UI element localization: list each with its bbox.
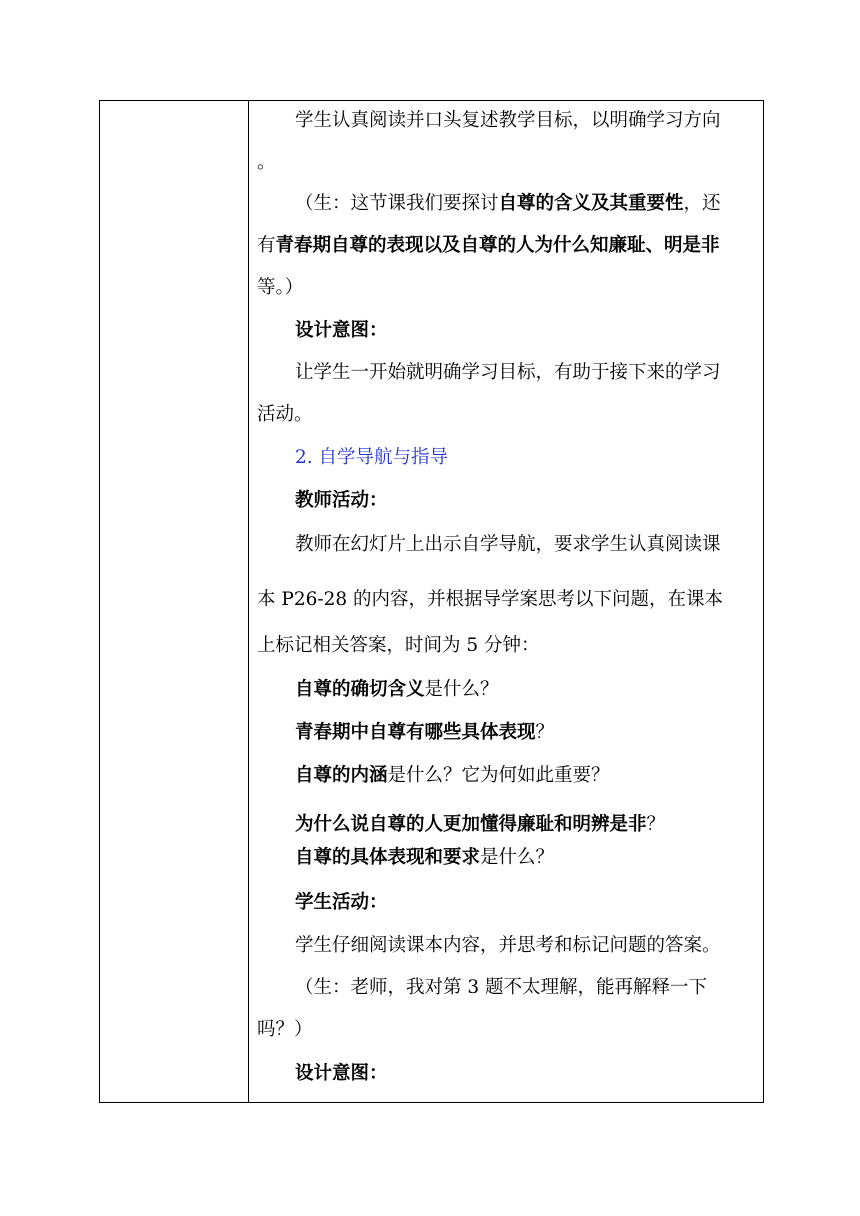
text-run: 有 <box>257 235 276 256</box>
bold-keyphrase: 青春期自尊的表现以及自尊的人为什么知廉耻、明是非 <box>275 235 720 256</box>
paragraph-design-intent-2: 活动。 <box>257 404 313 425</box>
paragraph-wrap-period: 。 <box>257 152 276 173</box>
paragraph-student-activity-1: 学生仔细阅读课本内容，并思考和标记问题的答案。 <box>295 935 721 956</box>
paragraph-student-response-2 <box>257 235 720 257</box>
content-column-cell <box>249 101 764 1103</box>
paragraph-teacher-activity-2: 本 P26-28 的内容，并根据导学案思考以下问题，在课本 <box>257 589 724 610</box>
paragraph-read-objectives: 学生认真阅读并口头复述教学目标，以明确学习方向 <box>295 110 721 131</box>
paragraph-student-response-3: 等。） <box>257 277 304 298</box>
heading-student-activity: 学生活动： <box>295 892 388 913</box>
question-item-2 <box>295 722 554 744</box>
bold-keyphrase: 自尊的含义及其重要性 <box>498 193 684 214</box>
question-item-3 <box>295 765 610 787</box>
paragraph-student-question-1: （生：老师，我对第 3 题不太理解，能再解释一下 <box>295 977 708 998</box>
bold-keyphrase: 自尊的内涵 <box>295 765 388 786</box>
heading-design-intent-2: 设计意图： <box>295 1063 388 1084</box>
paragraph-teacher-activity-1: 教师在幻灯片上出示自学导航，要求学生认真阅读课 <box>295 534 721 555</box>
paragraph-student-response-1 <box>295 193 721 215</box>
left-column-cell <box>100 101 249 1103</box>
paragraph-student-question-2: 吗？） <box>257 1019 313 1040</box>
heading-design-intent: 设计意图： <box>295 320 388 341</box>
question-item-5 <box>295 847 554 869</box>
section-heading-self-study: 2. 自学导航与指导 <box>295 447 449 468</box>
table-row <box>100 101 764 1103</box>
bold-keyphrase: 青春期中自尊有哪些具体表现 <box>295 722 536 743</box>
text-run: ？ <box>535 722 555 743</box>
lesson-plan-table <box>99 100 764 1103</box>
text-run: ，还 <box>683 193 721 214</box>
text-run: 是什么？它为何如此重要？ <box>387 765 610 786</box>
paragraph-teacher-activity-3: 上标记相关答案，时间为 5 分钟： <box>257 635 540 656</box>
bold-keyphrase: 自尊的确切含义 <box>295 679 425 700</box>
bold-keyphrase: 为什么说自尊的人更加懂得廉耻和明辨是非 <box>295 814 647 835</box>
question-item-1 <box>295 679 499 701</box>
text-run: 是什么？ <box>424 679 499 700</box>
text-run: 是什么？ <box>480 847 555 868</box>
text-run: （生：这节课我们要探讨 <box>295 193 499 214</box>
question-item-4 <box>295 814 665 836</box>
bold-keyphrase: 自尊的具体表现和要求 <box>295 847 481 868</box>
paragraph-design-intent-1: 让学生一开始就明确学习目标，有助于接下来的学习 <box>295 362 721 383</box>
content-area <box>249 101 763 1102</box>
heading-teacher-activity: 教师活动： <box>295 490 388 511</box>
text-run: ？ <box>646 814 666 835</box>
